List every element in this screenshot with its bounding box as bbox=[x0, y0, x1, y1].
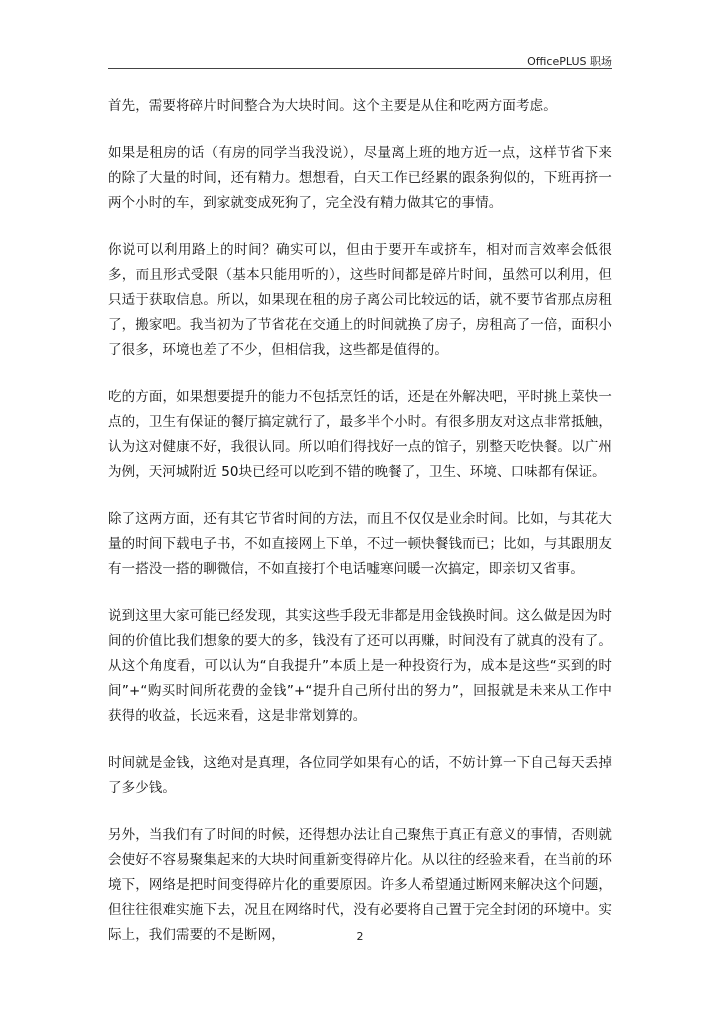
paragraph: 另外，当我们有了时间的时候，还得想办法让自己聚焦于真正有意义的事情，否则就会使好不容易聚集起来的大块时间重新变得碎片化。从以往的经验来看，在当前的环境下，网络是把时间变得碎片化的重要原因。许多人希望通过断网来解决这个问题，但往往很难实施下去，况且在网络时代，没有必要将自己置于完全封闭的环境中。实际上，我们需要的不是断网， bbox=[108, 827, 612, 943]
paragraph: 说到这里大家可能已经发现，其实这些手段无非都是用金钱换时间。这么做是因为时间的价值比我们想象的要大的多，钱没有了还可以再赚，时间没有了就真的没有了。从这个角度看，可以认为“自我提升”本质上是一种投资行为，成本是这些“买到的时间”+“购买时间所花费的金钱”+“提升自己所付出的努力”，回报就是未来从工作中获得的收益，长远来看，这是非常划算的。 bbox=[108, 608, 612, 724]
paragraph: 除了这两方面，还有其它节省时间的方法，而且不仅仅是业余时间。比如，与其花大量的时间下载电子书，不如直接网上下单，不过一顿快餐钱而已；比如，与其跟朋友有一搭没一搭的聊微信，不如直接打个电话嘘寒问暖一次搞定，即亲切又省事。 bbox=[108, 511, 612, 577]
document-body bbox=[108, 94, 612, 970]
page-number: 2 bbox=[356, 930, 364, 943]
paragraph: 你说可以利用路上的时间？确实可以，但由于要开车或挤车，相对而言效率会低很多，而且形式受限（基本只能用听的），这些时间都是碎片时间，虽然可以利用，但只适于获取信息。所以，如果现在租的房子离公司比较远的话，就不要节省那点房租了，搬家吧。我当初为了节省花在交通上的时间就换了房子，房租高了一倍，面积小了很多，环境也差了不少，但相信我，这些都是值得的。 bbox=[108, 242, 612, 358]
paragraph: 时间就是金钱，这绝对是真理，各位同学如果有心的话，不妨计算一下自己每天丢掉了多少钱。 bbox=[108, 755, 612, 796]
page-footer bbox=[0, 930, 720, 943]
paragraph: 吃的方面，如果想要提升的能力不包括烹饪的话，还是在外解决吧，平时挑上菜快一点的，卫生有保证的餐厅搞定就行了，最多半个小时。有很多朋友对这点非常抵触，认为这对健康不好，我很认同。所以咱们得找好一点的馆子，别整天吃快餐。以广州为例，天河城附近 50块已经可以吃到不错的晚餐了，卫生、环境、口味都有保证。 bbox=[108, 389, 612, 480]
header-brand: OfficePLUS 职场 bbox=[527, 55, 612, 68]
paragraph: 如果是租房的话（有房的同学当我没说），尽量离上班的地方近一点，这样节省下来的除了大量的时间，还有精力。想想看，白天工作已经累的跟条狗似的，下班再挤一两个小时的车，到家就变成死狗了，完全没有精力做其它的事情。 bbox=[108, 145, 612, 211]
paragraph: 首先，需要将碎片时间整合为大块时间。这个主要是从住和吃两方面考虑。 bbox=[108, 98, 557, 114]
page-header bbox=[108, 50, 612, 69]
